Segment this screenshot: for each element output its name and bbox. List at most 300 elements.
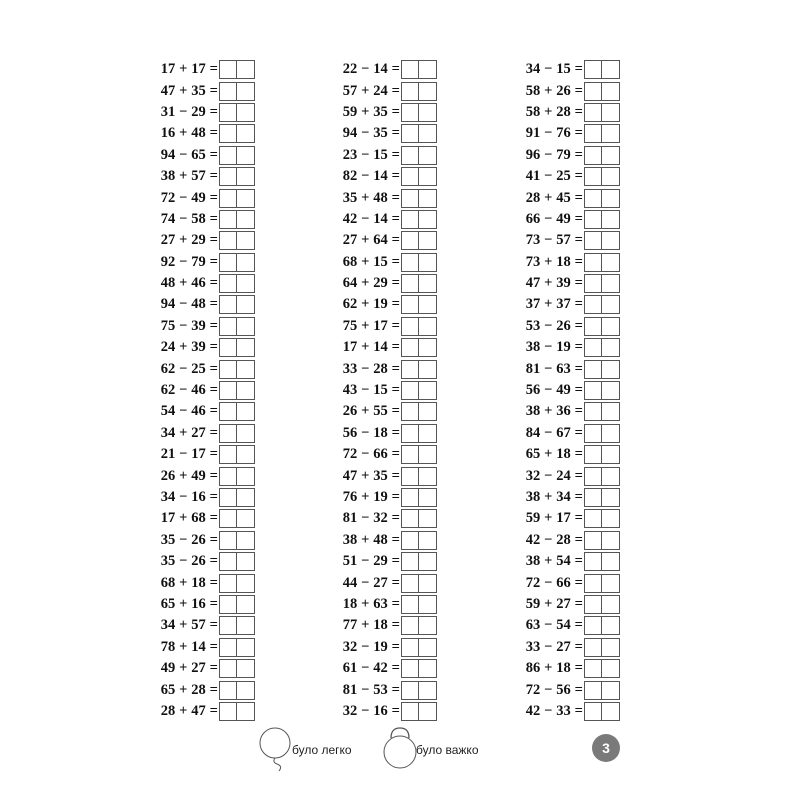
answer-box[interactable] [401, 146, 437, 165]
answer-tens-cell[interactable] [220, 532, 237, 549]
answer-ones-cell[interactable] [419, 425, 436, 442]
answer-box[interactable] [219, 274, 255, 293]
answer-box[interactable] [219, 60, 255, 79]
problem-expression: 53 − 26 = [525, 317, 583, 334]
answer-tens-cell[interactable] [402, 275, 419, 292]
answer-tens-cell[interactable] [220, 553, 237, 570]
answer-ones-cell[interactable] [237, 254, 254, 271]
answer-tens-cell[interactable] [220, 104, 237, 121]
answer-tens-cell[interactable] [585, 639, 602, 656]
answer-ones-cell[interactable] [419, 254, 436, 271]
answer-box[interactable] [401, 124, 437, 143]
answer-ones-cell[interactable] [237, 125, 254, 142]
answer-ones-cell[interactable] [419, 339, 436, 356]
answer-tens-cell[interactable] [585, 254, 602, 271]
answer-tens-cell[interactable] [402, 532, 419, 549]
answer-box[interactable] [401, 60, 437, 79]
answer-tens-cell[interactable] [220, 190, 237, 207]
answer-box[interactable] [584, 124, 620, 143]
answer-ones-cell[interactable] [419, 703, 436, 720]
answer-tens-cell[interactable] [402, 489, 419, 506]
answer-tens-cell[interactable] [402, 339, 419, 356]
answer-tens-cell[interactable] [220, 147, 237, 164]
answer-tens-cell[interactable] [585, 61, 602, 78]
answer-box[interactable] [584, 189, 620, 208]
problem-expression: 73 − 57 = [525, 232, 583, 249]
answer-ones-cell[interactable] [237, 703, 254, 720]
answer-ones-cell[interactable] [237, 660, 254, 677]
answer-tens-cell[interactable] [220, 703, 237, 720]
answer-ones-cell[interactable] [419, 682, 436, 699]
answer-ones-cell[interactable] [602, 296, 619, 313]
answer-box[interactable] [219, 445, 255, 464]
answer-tens-cell[interactable] [402, 318, 419, 335]
answer-ones-cell[interactable] [602, 682, 619, 699]
answer-ones-cell[interactable] [602, 125, 619, 142]
answer-tens-cell[interactable] [402, 446, 419, 463]
answer-tens-cell[interactable] [402, 104, 419, 121]
answer-tens-cell[interactable] [585, 468, 602, 485]
problem-expression: 57 + 24 = [342, 82, 400, 99]
answer-ones-cell[interactable] [419, 596, 436, 613]
answer-box[interactable] [584, 595, 620, 614]
answer-box[interactable] [219, 253, 255, 272]
answer-tens-cell[interactable] [402, 382, 419, 399]
answer-box[interactable] [219, 638, 255, 657]
answer-box[interactable] [584, 317, 620, 336]
answer-tens-cell[interactable] [585, 339, 602, 356]
answer-tens-cell[interactable] [220, 489, 237, 506]
answer-ones-cell[interactable] [237, 468, 254, 485]
answer-ones-cell[interactable] [602, 489, 619, 506]
answer-tens-cell[interactable] [585, 83, 602, 100]
answer-tens-cell[interactable] [585, 211, 602, 228]
answer-box[interactable] [401, 616, 437, 635]
answer-box[interactable] [219, 467, 255, 486]
answer-box[interactable] [401, 552, 437, 571]
answer-ones-cell[interactable] [419, 489, 436, 506]
answer-tens-cell[interactable] [585, 703, 602, 720]
answer-box[interactable] [401, 274, 437, 293]
answer-box[interactable] [584, 445, 620, 464]
answer-tens-cell[interactable] [220, 425, 237, 442]
answer-tens-cell[interactable] [220, 403, 237, 420]
answer-ones-cell[interactable] [237, 361, 254, 378]
answer-ones-cell[interactable] [419, 147, 436, 164]
answer-ones-cell[interactable] [419, 468, 436, 485]
answer-ones-cell[interactable] [237, 211, 254, 228]
answer-tens-cell[interactable] [220, 232, 237, 249]
answer-tens-cell[interactable] [585, 553, 602, 570]
answer-ones-cell[interactable] [602, 575, 619, 592]
answer-box[interactable] [584, 616, 620, 635]
answer-ones-cell[interactable] [419, 211, 436, 228]
answer-ones-cell[interactable] [419, 553, 436, 570]
answer-box[interactable] [219, 210, 255, 229]
answer-tens-cell[interactable] [402, 660, 419, 677]
answer-ones-cell[interactable] [419, 104, 436, 121]
answer-ones-cell[interactable] [237, 168, 254, 185]
answer-ones-cell[interactable] [602, 532, 619, 549]
answer-box[interactable] [219, 381, 255, 400]
answer-tens-cell[interactable] [402, 403, 419, 420]
answer-ones-cell[interactable] [237, 318, 254, 335]
answer-tens-cell[interactable] [402, 425, 419, 442]
answer-ones-cell[interactable] [237, 275, 254, 292]
answer-ones-cell[interactable] [237, 639, 254, 656]
answer-ones-cell[interactable] [602, 339, 619, 356]
answer-tens-cell[interactable] [585, 596, 602, 613]
answer-ones-cell[interactable] [237, 296, 254, 313]
answer-ones-cell[interactable] [419, 403, 436, 420]
answer-box[interactable] [219, 103, 255, 122]
answer-box[interactable] [584, 360, 620, 379]
answer-box[interactable] [401, 381, 437, 400]
answer-tens-cell[interactable] [402, 190, 419, 207]
answer-ones-cell[interactable] [419, 361, 436, 378]
answer-ones-cell[interactable] [237, 682, 254, 699]
answer-ones-cell[interactable] [602, 703, 619, 720]
answer-ones-cell[interactable] [602, 425, 619, 442]
answer-ones-cell[interactable] [602, 617, 619, 634]
answer-ones-cell[interactable] [237, 532, 254, 549]
answer-ones-cell[interactable] [419, 639, 436, 656]
problem-expression: 72 − 56 = [525, 681, 583, 698]
answer-ones-cell[interactable] [602, 510, 619, 527]
answer-box[interactable] [584, 467, 620, 486]
answer-ones-cell[interactable] [419, 318, 436, 335]
answer-tens-cell[interactable] [402, 575, 419, 592]
answer-box[interactable] [584, 488, 620, 507]
answer-box[interactable] [584, 681, 620, 700]
answer-box[interactable] [584, 531, 620, 550]
answer-tens-cell[interactable] [220, 318, 237, 335]
answer-ones-cell[interactable] [237, 617, 254, 634]
answer-box[interactable] [401, 445, 437, 464]
answer-tens-cell[interactable] [220, 596, 237, 613]
answer-tens-cell[interactable] [402, 468, 419, 485]
answer-tens-cell[interactable] [220, 660, 237, 677]
answer-box[interactable] [219, 189, 255, 208]
answer-tens-cell[interactable] [585, 318, 602, 335]
answer-box[interactable] [219, 702, 255, 721]
answer-tens-cell[interactable] [585, 296, 602, 313]
answer-tens-cell[interactable] [585, 532, 602, 549]
answer-ones-cell[interactable] [419, 617, 436, 634]
answer-tens-cell[interactable] [220, 617, 237, 634]
answer-box[interactable] [219, 424, 255, 443]
answer-box[interactable] [401, 574, 437, 593]
answer-box[interactable] [219, 146, 255, 165]
problem-row [505, 102, 645, 123]
problem-row [505, 572, 645, 593]
answer-tens-cell[interactable] [220, 83, 237, 100]
answer-ones-cell[interactable] [419, 232, 436, 249]
answer-tens-cell[interactable] [402, 211, 419, 228]
answer-tens-cell[interactable] [402, 617, 419, 634]
answer-ones-cell[interactable] [237, 425, 254, 442]
answer-ones-cell[interactable] [237, 147, 254, 164]
problem-row [505, 294, 645, 315]
answer-box[interactable] [584, 638, 620, 657]
answer-tens-cell[interactable] [402, 168, 419, 185]
answer-tens-cell[interactable] [585, 425, 602, 442]
answer-ones-cell[interactable] [602, 639, 619, 656]
answer-ones-cell[interactable] [602, 83, 619, 100]
answer-tens-cell[interactable] [402, 639, 419, 656]
problem-row [140, 166, 280, 187]
answer-box[interactable] [219, 488, 255, 507]
answer-tens-cell[interactable] [585, 168, 602, 185]
answer-box[interactable] [401, 509, 437, 528]
answer-box[interactable] [219, 231, 255, 250]
answer-tens-cell[interactable] [220, 254, 237, 271]
answer-box[interactable] [401, 189, 437, 208]
answer-box[interactable] [219, 659, 255, 678]
answer-tens-cell[interactable] [220, 211, 237, 228]
answer-box[interactable] [584, 274, 620, 293]
answer-tens-cell[interactable] [585, 104, 602, 121]
answer-ones-cell[interactable] [602, 254, 619, 271]
answer-tens-cell[interactable] [585, 660, 602, 677]
answer-tens-cell[interactable] [585, 489, 602, 506]
problem-row [322, 209, 462, 230]
answer-box[interactable] [219, 681, 255, 700]
answer-box[interactable] [584, 253, 620, 272]
answer-ones-cell[interactable] [602, 660, 619, 677]
answer-ones-cell[interactable] [602, 318, 619, 335]
answer-tens-cell[interactable] [585, 232, 602, 249]
answer-tens-cell[interactable] [585, 275, 602, 292]
answer-ones-cell[interactable] [237, 339, 254, 356]
answer-ones-cell[interactable] [237, 575, 254, 592]
answer-tens-cell[interactable] [220, 296, 237, 313]
problem-row [322, 337, 462, 358]
answer-ones-cell[interactable] [237, 403, 254, 420]
answer-tens-cell[interactable] [220, 275, 237, 292]
answer-box[interactable] [584, 552, 620, 571]
answer-box[interactable] [219, 552, 255, 571]
answer-ones-cell[interactable] [602, 275, 619, 292]
answer-ones-cell[interactable] [419, 382, 436, 399]
answer-box[interactable] [401, 231, 437, 250]
answer-ones-cell[interactable] [237, 489, 254, 506]
answer-box[interactable] [219, 82, 255, 101]
answer-box[interactable] [584, 146, 620, 165]
answer-tens-cell[interactable] [220, 361, 237, 378]
answer-box[interactable] [584, 82, 620, 101]
answer-ones-cell[interactable] [419, 510, 436, 527]
answer-box[interactable] [219, 402, 255, 421]
answer-tens-cell[interactable] [585, 361, 602, 378]
answer-ones-cell[interactable] [419, 575, 436, 592]
answer-ones-cell[interactable] [419, 190, 436, 207]
answer-ones-cell[interactable] [602, 468, 619, 485]
answer-ones-cell[interactable] [602, 382, 619, 399]
answer-box[interactable] [401, 360, 437, 379]
answer-box[interactable] [401, 659, 437, 678]
answer-box[interactable] [401, 210, 437, 229]
answer-box[interactable] [219, 338, 255, 357]
answer-tens-cell[interactable] [402, 232, 419, 249]
problem-expression: 65 + 18 = [525, 446, 583, 463]
answer-box[interactable] [401, 82, 437, 101]
answer-ones-cell[interactable] [237, 190, 254, 207]
answer-ones-cell[interactable] [419, 446, 436, 463]
answer-tens-cell[interactable] [585, 147, 602, 164]
answer-tens-cell[interactable] [585, 575, 602, 592]
answer-box[interactable] [584, 103, 620, 122]
answer-tens-cell[interactable] [220, 510, 237, 527]
answer-box[interactable] [219, 509, 255, 528]
answer-tens-cell[interactable] [220, 125, 237, 142]
answer-box[interactable] [584, 231, 620, 250]
answer-box[interactable] [401, 488, 437, 507]
answer-box[interactable] [584, 509, 620, 528]
answer-tens-cell[interactable] [585, 682, 602, 699]
answer-tens-cell[interactable] [402, 361, 419, 378]
answer-ones-cell[interactable] [602, 553, 619, 570]
answer-ones-cell[interactable] [602, 446, 619, 463]
answer-tens-cell[interactable] [402, 296, 419, 313]
problem-row [140, 401, 280, 422]
answer-box[interactable] [584, 659, 620, 678]
answer-ones-cell[interactable] [237, 232, 254, 249]
answer-box[interactable] [219, 360, 255, 379]
answer-tens-cell[interactable] [402, 61, 419, 78]
answer-tens-cell[interactable] [402, 510, 419, 527]
answer-tens-cell[interactable] [402, 254, 419, 271]
answer-tens-cell[interactable] [220, 575, 237, 592]
answer-box[interactable] [584, 60, 620, 79]
answer-box[interactable] [401, 595, 437, 614]
answer-tens-cell[interactable] [220, 682, 237, 699]
answer-box[interactable] [219, 317, 255, 336]
answer-tens-cell[interactable] [585, 510, 602, 527]
answer-tens-cell[interactable] [220, 446, 237, 463]
answer-ones-cell[interactable] [602, 104, 619, 121]
answer-tens-cell[interactable] [585, 446, 602, 463]
answer-box[interactable] [584, 210, 620, 229]
answer-box[interactable] [584, 702, 620, 721]
answer-box[interactable] [401, 638, 437, 657]
answer-box[interactable] [584, 424, 620, 443]
answer-ones-cell[interactable] [602, 596, 619, 613]
answer-ones-cell[interactable] [419, 83, 436, 100]
answer-tens-cell[interactable] [220, 468, 237, 485]
answer-box[interactable] [219, 574, 255, 593]
answer-tens-cell[interactable] [585, 125, 602, 142]
answer-box[interactable] [584, 574, 620, 593]
answer-tens-cell[interactable] [585, 190, 602, 207]
answer-tens-cell[interactable] [402, 703, 419, 720]
answer-tens-cell[interactable] [220, 61, 237, 78]
answer-tens-cell[interactable] [585, 617, 602, 634]
answer-tens-cell[interactable] [402, 682, 419, 699]
answer-ones-cell[interactable] [419, 275, 436, 292]
answer-ones-cell[interactable] [237, 510, 254, 527]
answer-ones-cell[interactable] [602, 211, 619, 228]
answer-box[interactable] [219, 595, 255, 614]
kettlebell-icon[interactable] [378, 725, 420, 773]
answer-ones-cell[interactable] [237, 83, 254, 100]
problem-row [505, 145, 645, 166]
problem-expression: 38 + 36 = [525, 403, 583, 420]
answer-box[interactable] [219, 531, 255, 550]
answer-box[interactable] [584, 295, 620, 314]
answer-box[interactable] [219, 124, 255, 143]
answer-ones-cell[interactable] [602, 168, 619, 185]
answer-tens-cell[interactable] [402, 83, 419, 100]
answer-box[interactable] [401, 295, 437, 314]
answer-tens-cell[interactable] [220, 339, 237, 356]
answer-ones-cell[interactable] [602, 147, 619, 164]
answer-box[interactable] [401, 338, 437, 357]
answer-ones-cell[interactable] [237, 104, 254, 121]
answer-box[interactable] [401, 424, 437, 443]
answer-ones-cell[interactable] [419, 61, 436, 78]
answer-tens-cell[interactable] [402, 125, 419, 142]
answer-box[interactable] [401, 702, 437, 721]
answer-box[interactable] [219, 167, 255, 186]
answer-box[interactable] [401, 402, 437, 421]
problem-row [505, 187, 645, 208]
answer-tens-cell[interactable] [402, 147, 419, 164]
problem-expression: 73 + 18 = [525, 253, 583, 270]
answer-tens-cell[interactable] [220, 382, 237, 399]
answer-tens-cell[interactable] [585, 382, 602, 399]
answer-box[interactable] [401, 103, 437, 122]
answer-tens-cell[interactable] [220, 639, 237, 656]
answer-ones-cell[interactable] [419, 296, 436, 313]
answer-ones-cell[interactable] [419, 125, 436, 142]
answer-ones-cell[interactable] [602, 232, 619, 249]
answer-box[interactable] [401, 167, 437, 186]
answer-tens-cell[interactable] [402, 596, 419, 613]
answer-box[interactable] [584, 381, 620, 400]
answer-box[interactable] [219, 295, 255, 314]
answer-ones-cell[interactable] [237, 382, 254, 399]
answer-ones-cell[interactable] [419, 168, 436, 185]
answer-ones-cell[interactable] [602, 403, 619, 420]
answer-tens-cell[interactable] [220, 168, 237, 185]
answer-ones-cell[interactable] [602, 61, 619, 78]
answer-ones-cell[interactable] [602, 190, 619, 207]
answer-ones-cell[interactable] [237, 61, 254, 78]
problem-expression: 61 − 42 = [342, 660, 400, 677]
answer-ones-cell[interactable] [419, 660, 436, 677]
problem-expression: 56 − 18 = [342, 424, 400, 441]
answer-box[interactable] [584, 338, 620, 357]
answer-box[interactable] [401, 467, 437, 486]
answer-ones-cell[interactable] [602, 361, 619, 378]
answer-ones-cell[interactable] [237, 596, 254, 613]
answer-box[interactable] [401, 253, 437, 272]
answer-box[interactable] [401, 531, 437, 550]
problem-expression: 68 + 18 = [160, 574, 218, 591]
answer-box[interactable] [219, 616, 255, 635]
answer-box[interactable] [584, 167, 620, 186]
answer-box[interactable] [401, 317, 437, 336]
answer-tens-cell[interactable] [585, 403, 602, 420]
answer-box[interactable] [584, 402, 620, 421]
problem-expression: 96 − 79 = [525, 146, 583, 163]
answer-ones-cell[interactable] [237, 553, 254, 570]
answer-ones-cell[interactable] [419, 532, 436, 549]
answer-ones-cell[interactable] [237, 446, 254, 463]
answer-tens-cell[interactable] [402, 553, 419, 570]
answer-box[interactable] [401, 681, 437, 700]
